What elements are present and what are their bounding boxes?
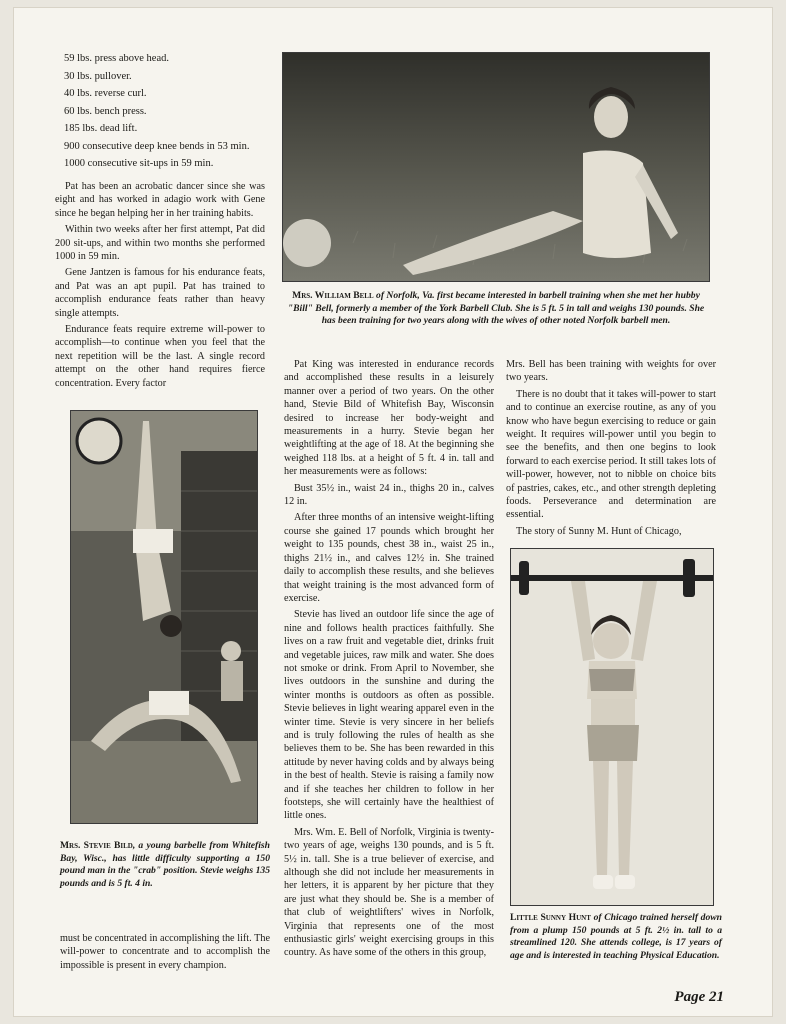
stat-line: 40 lbs. reverse curl.	[64, 88, 147, 99]
page-number: Page 21	[674, 989, 724, 1005]
stat-line: 59 lbs. press above head.	[64, 53, 169, 64]
paragraph: Endurance feats require extreme will-power to accomplish—to continue when you feel that the next repetition will be the last. A single record attempt on the other hand requires fierce concentration. Every factor	[55, 324, 265, 389]
paragraph: Pat King was interested in endurance records and accomplished these results in a leisurely manner over a period of two years. On the other hand, Stevie Bild of Whitefish Bay, Wisconsin desired to increase her body-weight and measurements in a hurry. Stevie began her weightlifting at the age of 18. At the beginning she weighed 118 lbs. at a height of 5 ft. 4 in. tall and her measurements were as follows:	[284, 359, 494, 478]
stat-line: 30 lbs. pullover.	[64, 70, 132, 82]
stat-line: 60 lbs. bench press.	[64, 105, 147, 117]
paragraph: There is no doubt that it takes will-power to start and to continue an exercise routine, as any of you know who have begun exercising to reduce or gain weight. It requires will-power until you begin to see the benefits, and then one begins to look forward to each exercise period. It still takes lots of will-power, however, not to nibble on choice bits of pastries, cakes, etc., and other strength depleting foods. Perseverance and determination are essential.	[506, 388, 716, 521]
paragraph: Mrs. Bell has been training with weights for over two years.	[506, 359, 716, 384]
photo-mrs-bell	[282, 52, 710, 282]
photo-sunny-hunt-image	[511, 549, 713, 905]
caption-stevie-bild	[60, 840, 270, 890]
paragraph: Pat has been an acrobatic dancer since she was eight and has worked in adagio work with Gene since he began helping her in her training habits.	[55, 181, 265, 219]
left-column-end	[60, 932, 270, 975]
photo-sunny-hunt	[510, 548, 714, 906]
middle-column-text	[284, 358, 494, 963]
stat-line: 1000 consecutive sit-ups in 59 min.	[64, 158, 214, 169]
stats-list	[64, 50, 264, 173]
photo-stevie-bild	[70, 410, 258, 824]
caption-text: of Chicago trained herself down from a plump 150 pounds at 5 ft. 2½ in. tall to a streamlined 120. She attends college, is 17 years of age and is interested in teaching Physical Education.	[510, 912, 722, 961]
paragraph: After three months of an intensive weight-lifting course she gained 17 pounds which brought her weight to 135 pounds, chest 38 in., waist 25 in., thighs 21½ in., and calves 12½ in. She trained daily to accomplish these results, and she believes that weight training is the most advanced form of exercise.	[284, 512, 494, 604]
stat-line: 900 consecutive deep knee bends in 53 min.	[64, 140, 250, 152]
caption-text: of Norfolk, Va. first became interested in barbell training when she met her hubby "Bill" Bell, formerly a member of the York Barbell Club. She is 5 ft. 5 in tall and weighs 130 pounds. She has been training for two years along with the wives of other noted Norfolk barbell men.	[287, 290, 705, 327]
paragraph: Within two weeks after her first attempt, Pat did 200 sit-ups, and within two months she performed 1000 in 59 min.	[55, 224, 265, 263]
caption-name: Mrs. Stevie Bild	[60, 840, 133, 851]
stat-line: 185 lbs. dead lift.	[64, 123, 138, 134]
caption-text: , a young barbelle from Whitefish Bay, Wisc., has little difficulty supporting a 150 pound man in the "crab" position. Stevie weighs 135 pounds and is 5 ft. 4 in.	[60, 840, 270, 889]
photo-stevie-bild-image	[71, 411, 257, 823]
left-column-text	[55, 180, 265, 393]
caption-name: Little Sunny Hunt	[510, 912, 591, 923]
right-column-text	[506, 358, 716, 541]
caption-name: Mrs. William Bell	[292, 290, 374, 301]
photo-mrs-bell-image	[283, 53, 709, 281]
paragraph: Bust 35½ in., waist 24 in., thighs 20 in., calves 12 in.	[284, 482, 494, 508]
paragraph: Mrs. Wm. E. Bell of Norfolk, Virginia is twenty-two years of age, weighs 130 pounds, and is 5 ft. 5½ in. tall. She is a true believer of exercise, and although she did not include her measurements in her letters, it is apparent by her picture that they are just what they should be. She is a member of that club of weightlifters' wives in Norfolk, Virginia that represents one of the most enthusiastic girls' weight exercising groups in this country. As have some of the others in this group,	[284, 826, 494, 959]
paragraph: Gene Jantzen is famous for his endurance feats, and Pat was an apt pupil. Pat has trained to accomplish endurance feats rather than heavy single attempts.	[55, 267, 265, 319]
caption-mrs-bell	[282, 290, 710, 328]
paragraph: must be concentrated in accomplishing the lift. The will-power to concentrate and to accomplish the impossible is present in every champion.	[60, 933, 270, 971]
paragraph: Stevie has lived an outdoor life since the age of nine and follows health practices faithfully. She lives on a raw fruit and vegetable diet, drinks fruit and vegetable juices, raw milk and water. She does not smoke or drink. From April to November, she lives outdoors in the sunshine and during the winter months is outdoors as often as possible. Stevie believes in light wearing apparel even in the winter time. Stevie is very sincere in her beliefs and is truly following the rules of health as she believes them to be. She has been rewarded in this attitude by never having colds and by always being in the best of health. Stevie is raising a family now and if she teaches her children to follow in her footsteps, she will certainly have the healthiest of little ones.	[284, 609, 494, 822]
paragraph: The story of Sunny M. Hunt of Chicago,	[516, 525, 682, 537]
caption-sunny-hunt	[510, 912, 722, 962]
